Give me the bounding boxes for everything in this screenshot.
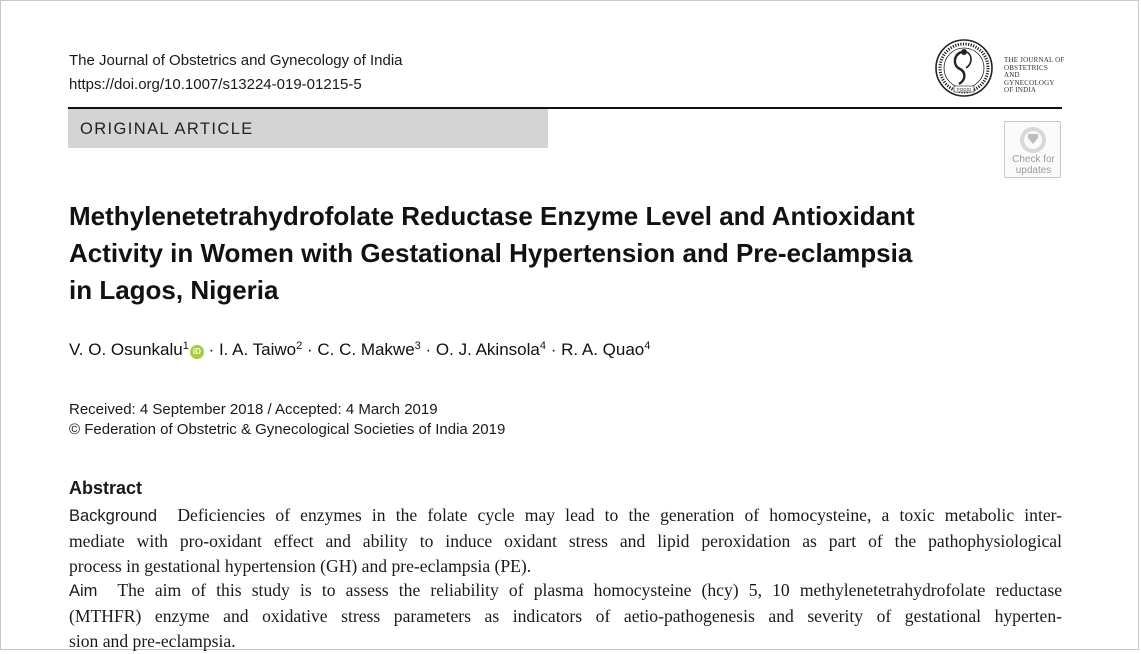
- check-updates-line2: updates: [1015, 165, 1052, 176]
- background-label: Background: [69, 507, 158, 525]
- abstract-background: Background Deficiencies of enzymes in the folate cycle may lead to the generation of homocysteine, a toxic metabolic inter- mediate with pro-oxidant effect and ability to induce oxidant stress and lipid peroxidation as part of the pathophysiological process in gestational hypertension (GH) and pre-eclampsia (PE).: [69, 505, 1063, 576]
- abstract-heading: Abstract: [69, 478, 143, 498]
- author-name[interactable]: C. C. Makwe: [317, 340, 415, 359]
- abstract-aim: Aim The aim of this study is to assess the reliability of plasma homocysteine (hcy) 5, 10 methylenetetrahydrofolate reductase (MTHFR) enzyme and oxidative stress parameters as indicators of aetio-pathogenesis and severity of gestational hyperten- sion and pre-eclampsia.: [69, 580, 1063, 651]
- author-list: V. O. Osunkalu$^1$ iD · I. A. Taiwo$^2$ · C. C. Makwe$^3$ · O. J. Akinsola$^4$ · R. A. Quao$^4$: [69, 340, 651, 359]
- logo-circle-text: FOGSI: [956, 87, 972, 92]
- check-updates-icon: [1018, 125, 1048, 155]
- check-for-updates-button[interactable]: [1004, 121, 1061, 178]
- aim-label: Aim: [69, 582, 98, 600]
- received-accepted-dates: Received: 4 September 2018 / Accepted: 4 March 2019: [69, 401, 438, 418]
- journal-name: The Journal of Obstetrics and Gynecology of India: [69, 52, 403, 69]
- doi-link[interactable]: https://doi.org/10.1007/s13224-019-01215-5: [69, 76, 362, 93]
- author-name[interactable]: O. J. Akinsola: [435, 340, 540, 359]
- author-name[interactable]: V. O. Osunkalu: [69, 340, 183, 359]
- author-name[interactable]: R. A. Quao: [561, 340, 645, 359]
- article-type-label: ORIGINAL ARTICLE: [80, 120, 254, 138]
- copyright-notice: © Federation of Obstetric & Gynecological Societies of India 2019: [69, 421, 506, 438]
- check-updates-line1: Check for: [1012, 154, 1055, 165]
- author-name[interactable]: I. A. Taiwo: [218, 340, 297, 359]
- logo-wordmark: THE JOURNAL OF OBSTETRICS AND GYNECOLOGY OF INDIA: [1004, 56, 1065, 94]
- article-title: Methylenetetrahydrofolate Reductase Enzyme Level and Antioxidant Activity in Women with Gestational Hypertension and Pre-eclampsia in Lagos, Nigeria: [69, 201, 915, 305]
- orcid-icon[interactable]: iD: [190, 345, 204, 359]
- article-type-banner: [68, 109, 548, 148]
